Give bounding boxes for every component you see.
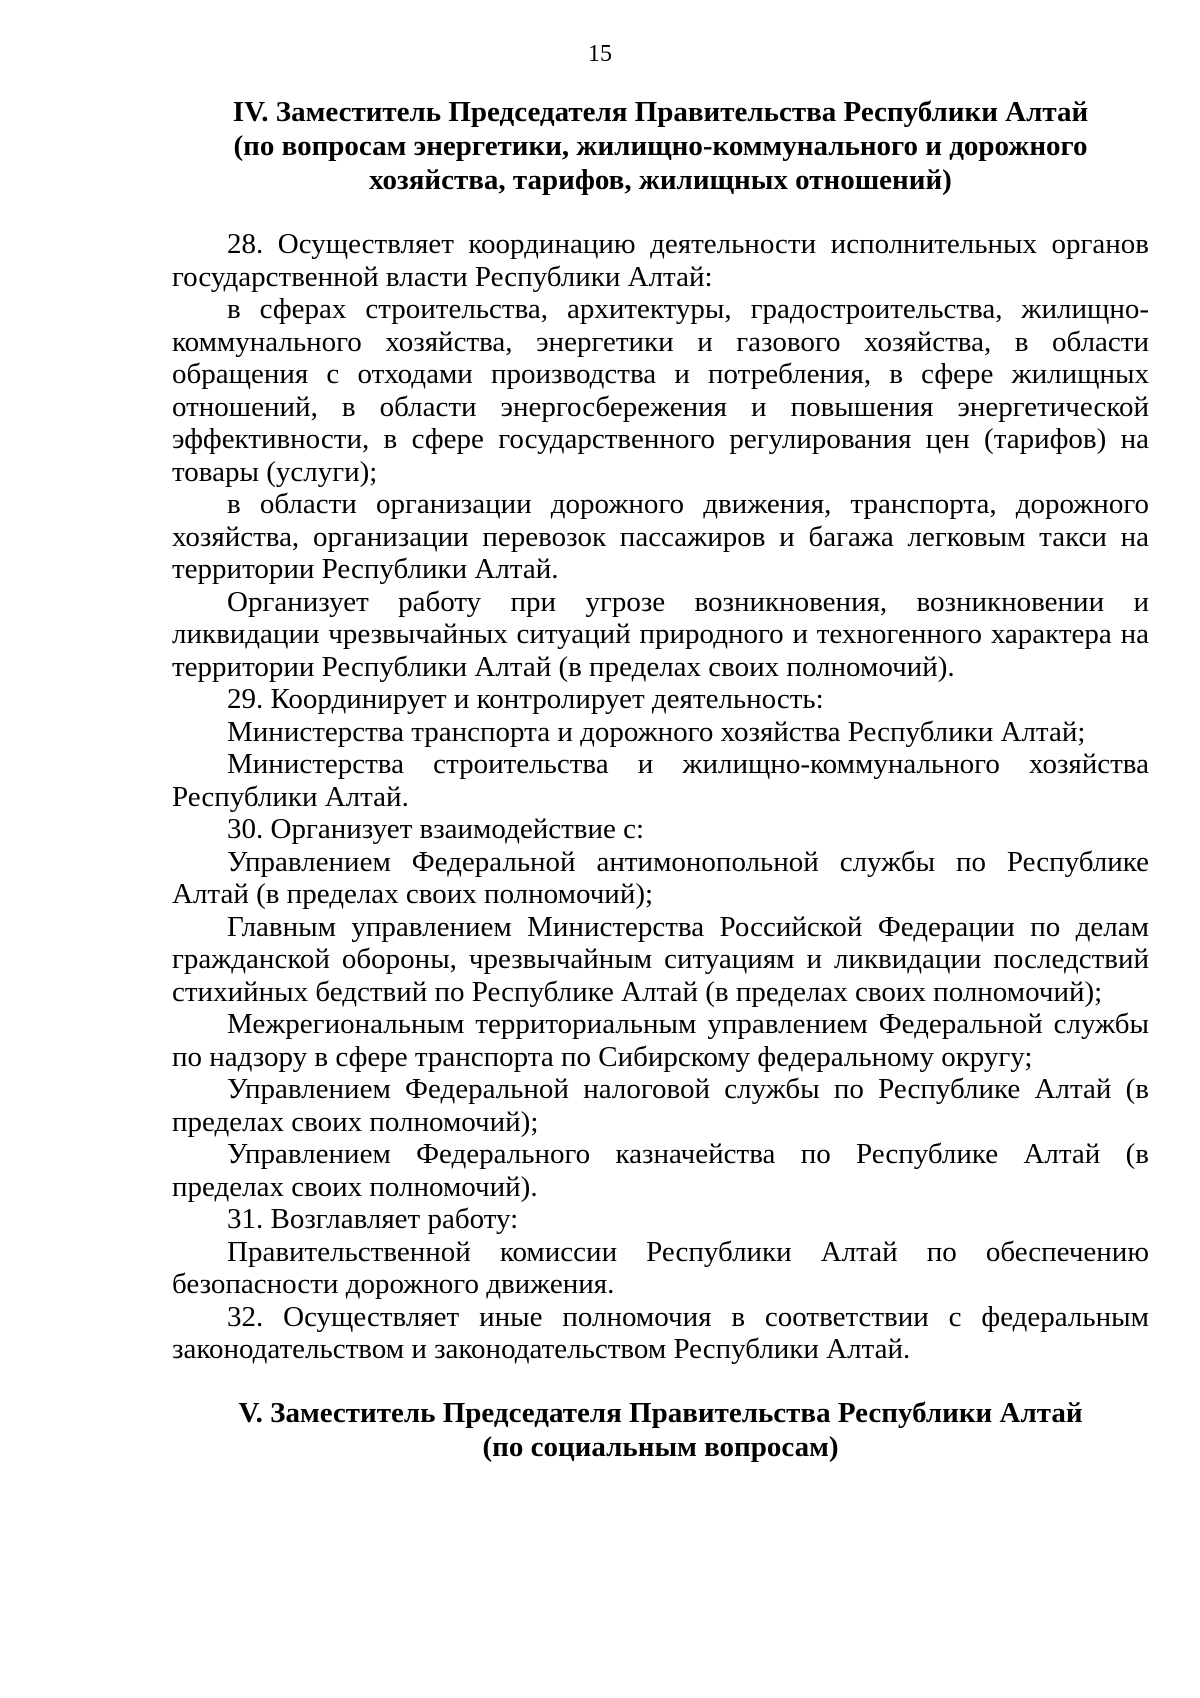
page-number: 15 — [588, 41, 612, 67]
section-v-heading-line: (по социальным вопросам) — [482, 1431, 839, 1463]
paragraph-30-tax-service: Управлением Федеральной налоговой службы по Республике Алтай (в пределах своих полномочий); — [172, 1073, 1149, 1138]
paragraph-31: 31. Возглавляет работу: — [227, 1203, 519, 1235]
paragraph-28: 28. Осуществляет координацию деятельности исполнительных органов государственной власти Республики Алтай: — [172, 228, 1149, 293]
paragraph-32: 32. Осуществляет иные полномочия в соответствии с федеральным законодательством и законодательством Республики Алтай. — [172, 1300, 1149, 1365]
section-iv-heading — [172, 95, 1149, 197]
section-v-heading — [172, 1396, 1149, 1464]
paragraph-30-treasury: Управлением Федерального казначейства по Республике Алтай (в пределах своих полномочий). — [172, 1138, 1149, 1203]
paragraph-29: 29. Координирует и контролирует деятельность: — [227, 683, 824, 715]
paragraph-30: 30. Организует взаимодействие с: — [227, 813, 645, 845]
section-iv-heading-line: IV. Заместитель Председателя Правительства Республики Алтай — [232, 96, 1089, 128]
paragraph-emergency-work: Организует работу при угрозе возникновения, возникновении и ликвидации чрезвычайных ситуаций природного и техногенного характера на территории Республики Алтай (в пределах своих полномочий). — [172, 585, 1149, 683]
paragraph-29-ministry-construction: Министерства строительства и жилищно-коммунального хозяйства Республики Алтай. — [172, 748, 1149, 813]
paragraph-28-construction-spheres: в сферах строительства, архитектуры, градостроительства, жилищно-коммунального хозяйства, энергетики и газового хозяйства, в области обращения с отходами производства и потребления, в сфере жилищных отношений, в области энергосбережения и повышения энергетической эффективности, в сфере государственного регулирования цен (тарифов) на товары (услуги); — [172, 293, 1149, 488]
section-iv-body — [172, 228, 1149, 1366]
section-iv-heading-line: (по вопросам энергетики, жилищно-коммунального и дорожного — [233, 130, 1088, 162]
paragraph-30-antimonopoly: Управлением Федеральной антимонопольной службы по Республике Алтай (в пределах своих полномочий); — [172, 845, 1149, 910]
paragraph-29-ministry-transport: Министерства транспорта и дорожного хозяйства Республики Алтай; — [227, 715, 1086, 748]
paragraph-31-road-safety-commission: Правительственной комиссии Республики Алтай по обеспечению безопасности дорожного движения. — [172, 1235, 1149, 1300]
paragraph-30-transport-supervision: Межрегиональным территориальным управлением Федеральной службы по надзору в сфере транспорта по Сибирскому федеральному округу; — [172, 1008, 1149, 1073]
paragraph-30-emergency-ministry: Главным управлением Министерства Российской Федерации по делам гражданской обороны, чрезвычайным ситуациям и ликвидации последствий стихийных бедствий по Республике Алтай (в пределах своих полномочий); — [172, 910, 1149, 1008]
paragraph-28-road-spheres: в области организации дорожного движения, транспорта, дорожного хозяйства, организации перевозок пассажиров и багажа легковым такси на территории Республики Алтай. — [172, 488, 1149, 585]
section-v-heading-line: V. Заместитель Председателя Правительства Республики Алтай — [238, 1397, 1083, 1429]
section-iv-heading-line: хозяйства, тарифов, жилищных отношений) — [369, 164, 952, 196]
